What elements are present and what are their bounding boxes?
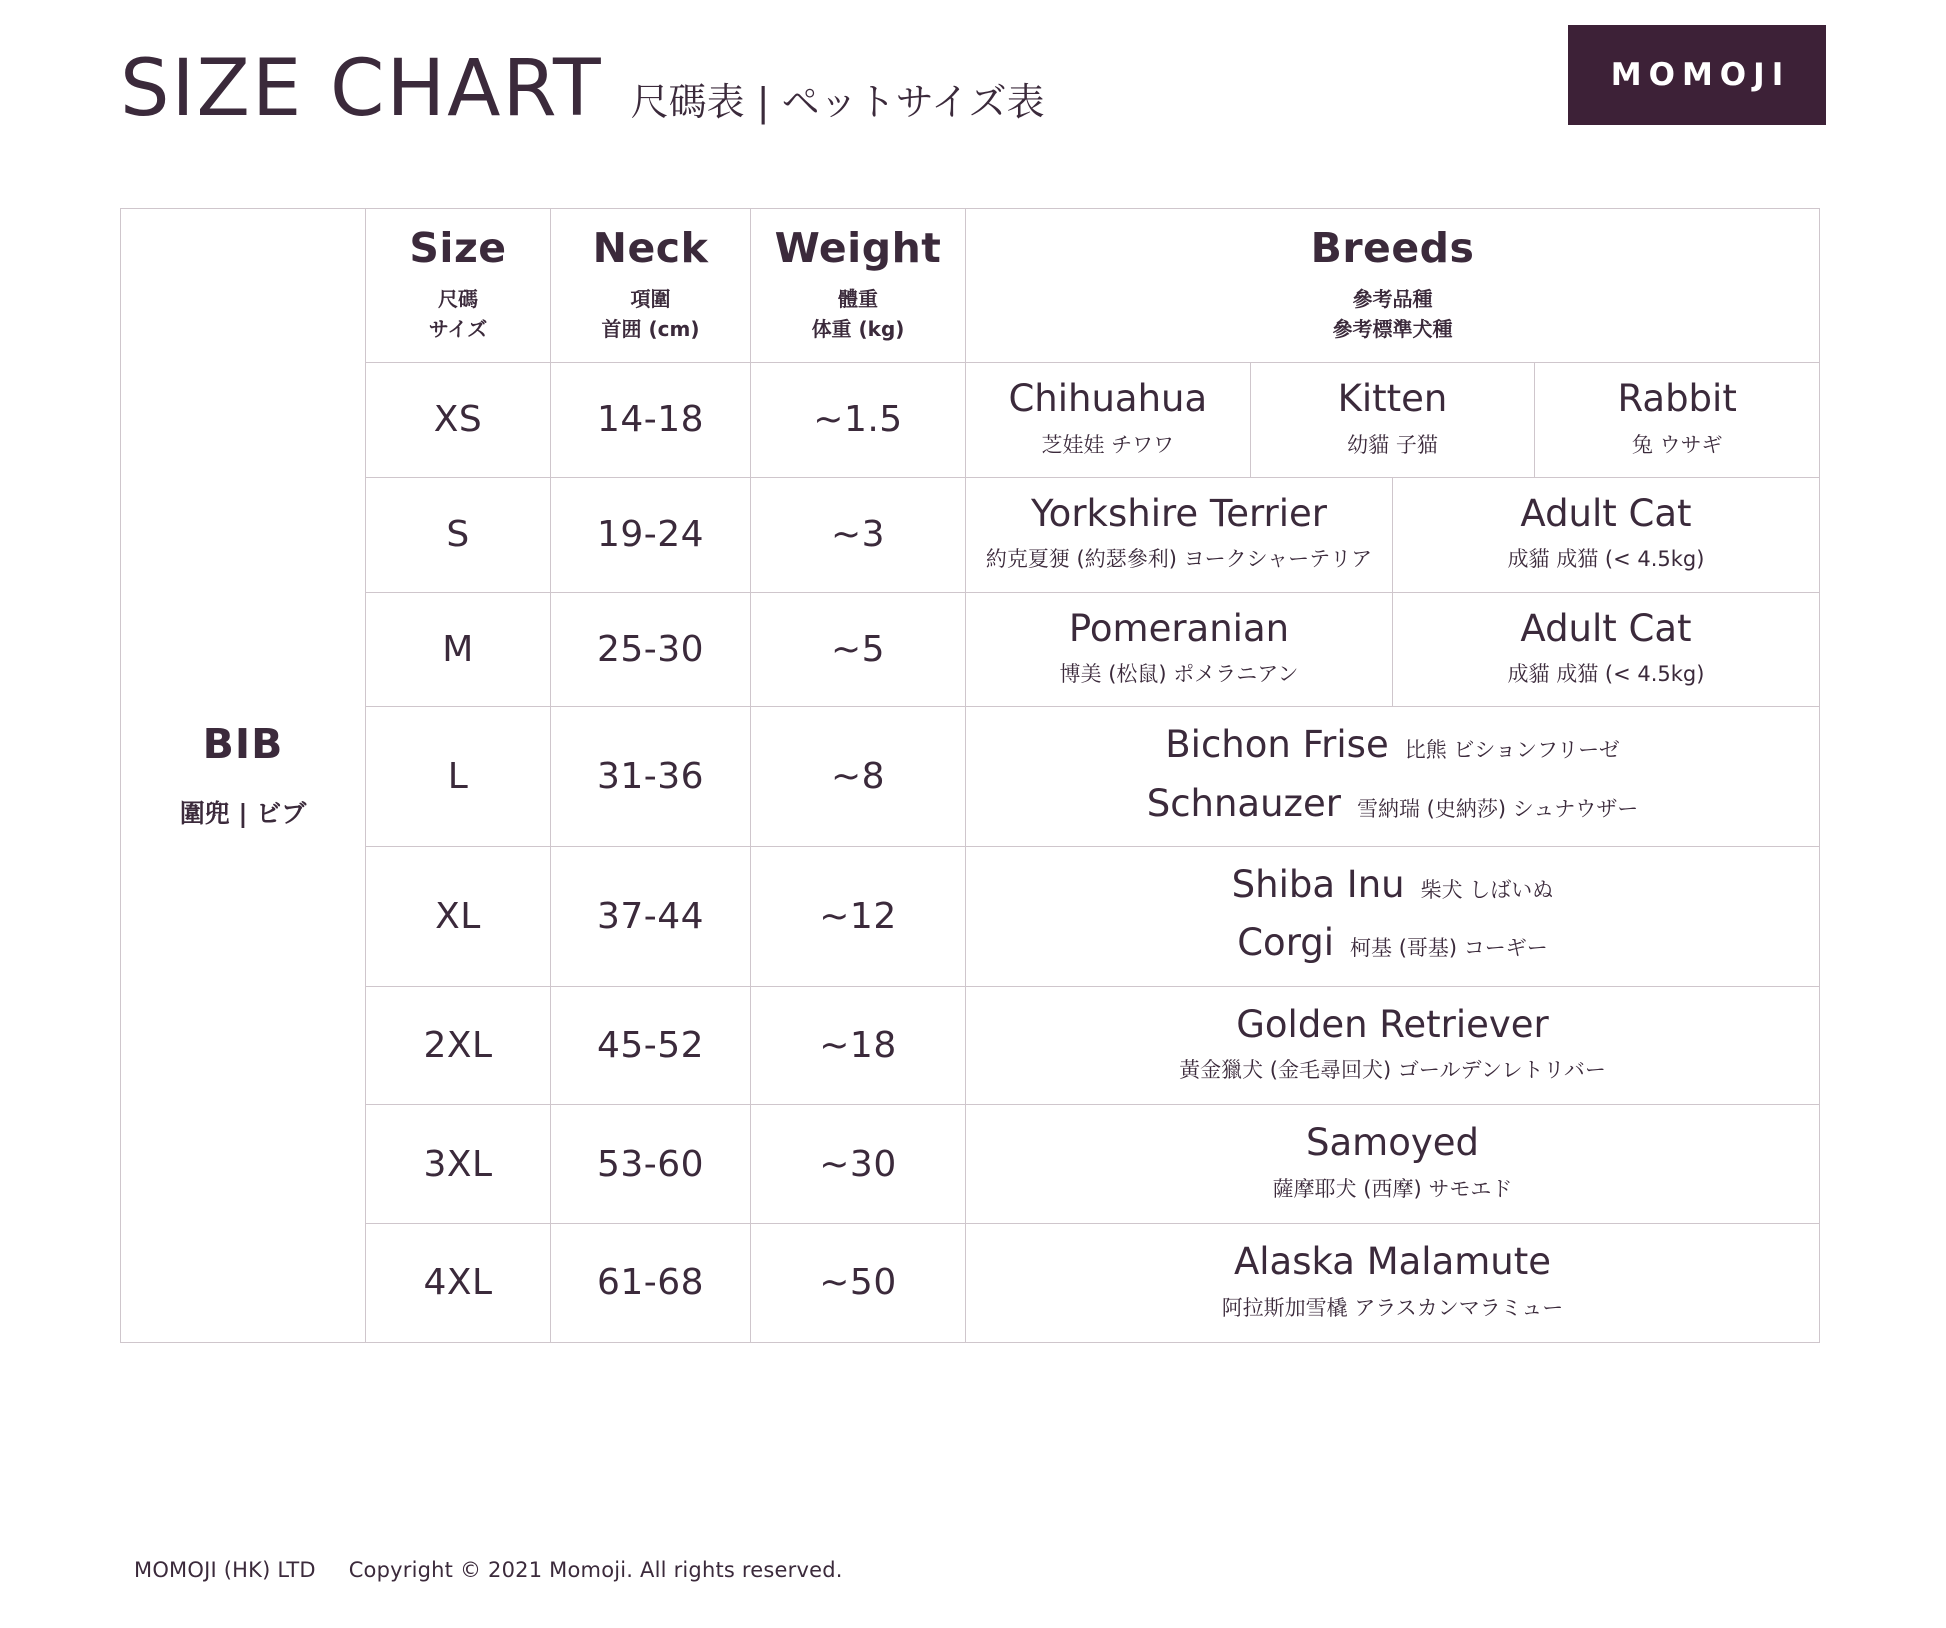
cell-weight-value: ~3 [830,514,886,556]
breed-name-local: 黃金獵犬 (金毛尋回犬) ゴールデンレトリバー [1179,1058,1606,1083]
breed-item [1534,363,1819,477]
breed-item [976,782,1809,826]
cell-size [366,846,551,986]
page-title: SIZE CHART [120,44,603,134]
column-header-size-jp: サイズ [428,317,488,342]
breed-name-local: 阿拉斯加雪橇 アラスカンマラミュー [1221,1295,1564,1320]
cell-weight-value: ~1.5 [813,399,903,441]
breed-name-local: 幼貓 子猫 [1347,432,1438,457]
category-sublabel: 圍兜 | ビブ [179,799,307,829]
breed-name-local: 比熊 ビションフリーゼ [1404,738,1620,763]
footer-copyright: Copyright © 2021 Momoji. All rights reserved. [348,1558,843,1582]
cell-size [366,363,551,478]
breed-item [976,863,1809,907]
breed-stack [966,1105,1819,1223]
breed-name-local: 薩摩耶犬 (西摩) サモエド [1272,1176,1513,1201]
breed-name-en: Bichon Frise [1165,723,1389,767]
breed-item [976,921,1809,965]
cell-breeds [966,1105,1820,1224]
cell-neck-value: 53-60 [596,1143,705,1185]
breed-item [1392,593,1819,707]
cell-size [366,1105,551,1224]
cell-weight-value: ~12 [819,895,897,937]
breed-name-local: 成貓 成猫 (< 4.5kg) [1507,547,1705,572]
cell-breeds [966,363,1820,478]
breed-item [966,363,1250,477]
breed-item [976,723,1809,767]
breed-name-en: Adult Cat [1520,606,1692,650]
column-header-neck [551,209,751,363]
footer-company: MOMOJI (HK) LTD [134,1558,316,1582]
cell-neck [551,1105,751,1224]
cell-weight [751,592,966,707]
breed-name-en: Alaska Malamute [1233,1240,1552,1284]
cell-size [366,477,551,592]
size-chart-table [120,208,1820,1343]
cell-neck [551,477,751,592]
table-row [121,1105,1820,1224]
cell-weight [751,846,966,986]
breed-name-local: 兔 ウサギ [1631,432,1723,457]
cell-neck [551,592,751,707]
cell-weight-value: ~18 [819,1025,897,1067]
table-row [121,592,1820,707]
column-header-size [366,209,551,363]
cell-size-value: XS [433,399,483,441]
page-header [120,44,1826,170]
cell-breeds [966,986,1820,1105]
cell-neck-value: 61-68 [596,1262,705,1304]
breed-name-en: Shiba Inu [1231,862,1405,906]
breed-name-en: Yorkshire Terrier [1031,491,1327,535]
cell-neck-value: 45-52 [596,1025,705,1067]
breed-item [966,593,1392,707]
cell-neck [551,363,751,478]
breed-name-local: 柯基 (哥基) コーギー [1350,936,1548,961]
cell-weight [751,707,966,847]
breed-item [1392,478,1819,592]
column-header-breeds-jp: 參考標準犬種 [1332,317,1453,342]
column-header-weight-zh: 體重 [838,287,878,312]
breed-name-en: Golden Retriever [1236,1002,1549,1046]
table-row [121,477,1820,592]
cell-neck-value: 31-36 [596,756,705,798]
category-label: BIB [202,720,284,769]
breed-name-en: Rabbit [1617,377,1737,421]
table-header-row [121,209,1820,363]
cell-neck-value: 37-44 [596,895,705,937]
cell-neck-value: 14-18 [596,399,705,441]
table-row [121,846,1820,986]
breed-stack [966,1224,1819,1342]
breed-name-en: Adult Cat [1520,491,1692,535]
breed-name-local: 約克夏㹴 (約瑟參利) ヨークシャーテリア [985,547,1373,572]
breed-name-en: Chihuahua [1008,377,1208,421]
table-row [121,707,1820,847]
breed-name-local: 博美 (松鼠) ポメラニアン [1059,661,1299,686]
cell-size-value: S [446,514,470,556]
brand-logo-text: MOMOJI [1610,57,1791,93]
cell-weight [751,986,966,1105]
cell-size [366,707,551,847]
page-subtitle: 尺碼表 | ペットサイズ表 [630,80,1045,124]
cell-breeds [966,1224,1820,1343]
breed-stack [966,987,1819,1105]
column-header-size-zh: 尺碼 [438,287,478,312]
cell-neck [551,707,751,847]
column-header-neck-jp: 首囲 (cm) [601,317,700,342]
breed-name-en: Corgi [1237,921,1335,965]
cell-weight [751,477,966,592]
breed-columns [966,363,1819,477]
page-footer [134,1558,843,1582]
cell-breeds [966,846,1820,986]
breed-name-local: 雪納瑞 (史納莎) シュナウザー [1356,796,1639,821]
cell-weight-value: ~30 [819,1143,897,1185]
cell-size-value: XL [435,895,481,937]
column-header-neck-zh: 項圍 [630,287,671,312]
breed-columns [966,593,1819,707]
cell-size-value: 2XL [423,1025,493,1067]
cell-size-value: 4XL [423,1262,493,1304]
column-header-breeds-zh: 參考品種 [1352,287,1433,312]
cell-neck [551,846,751,986]
breed-item [1250,363,1535,477]
cell-neck [551,986,751,1105]
cell-size [366,986,551,1105]
column-header-weight [751,209,966,363]
column-header-weight-en: Weight [774,224,942,272]
column-header-breeds-en: Breeds [1310,224,1475,272]
cell-breeds [966,592,1820,707]
column-header-weight-jp: 体重 (kg) [811,317,905,342]
cell-size [366,1224,551,1343]
table-row [121,363,1820,478]
column-header-breeds [966,209,1820,363]
cell-weight [751,1224,966,1343]
table-row [121,986,1820,1105]
column-header-neck-en: Neck [592,224,709,272]
breed-lines [966,847,1819,986]
breed-name-local: 成貓 成猫 (< 4.5kg) [1507,661,1705,686]
table-row [121,1224,1820,1343]
breed-columns [966,478,1819,592]
cell-size-value: L [447,756,469,798]
cell-weight-value: ~5 [830,628,886,670]
breed-name-en: Samoyed [1306,1121,1479,1165]
cell-weight-value: ~50 [819,1262,897,1304]
breed-name-local: 芝娃娃 チワワ [1041,432,1175,457]
breed-name-en: Schnauzer [1146,781,1341,825]
cell-size [366,592,551,707]
cell-size-value: M [442,628,474,670]
cell-weight [751,363,966,478]
breed-name-en: Kitten [1337,377,1448,421]
cell-neck-value: 25-30 [596,628,705,670]
cell-weight [751,1105,966,1224]
cell-neck-value: 19-24 [596,514,705,556]
column-header-size-en: Size [409,224,507,272]
category-cell [121,209,366,1343]
breed-lines [966,707,1819,846]
breed-item [966,478,1392,592]
cell-neck [551,1224,751,1343]
cell-breeds [966,707,1820,847]
cell-weight-value: ~8 [830,756,886,798]
breed-name-local: 柴犬 しばいぬ [1420,877,1554,902]
cell-size-value: 3XL [423,1143,493,1185]
breed-name-en: Pomeranian [1068,606,1290,650]
cell-breeds [966,477,1820,592]
brand-logo [1568,25,1826,125]
